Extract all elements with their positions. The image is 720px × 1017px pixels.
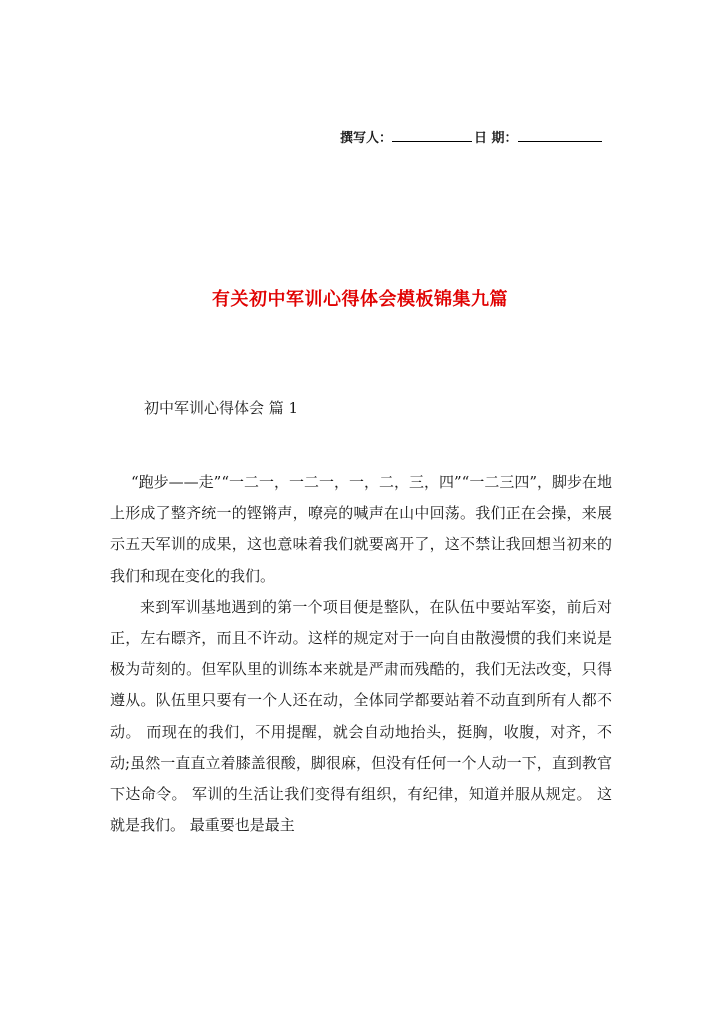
header-fields xyxy=(340,127,615,146)
author-label: 撰写人： xyxy=(340,131,393,146)
document-title: 有关初中军训心得体会模板锦集九篇 xyxy=(212,289,508,310)
section-heading: 初中军训心得体会 篇 1 xyxy=(144,399,299,417)
date-blank xyxy=(518,129,602,142)
date-label: 日 期： xyxy=(474,131,518,146)
author-blank xyxy=(392,129,472,142)
paragraph-2: 来到军训基地遇到的第一个项目便是整队，在队伍中要站军姿，前后对正，左右瞟齐，而且不许动。这样的规定对于一向自由散漫惯的我们来说是极为苛刻的。但军队里的训练本来就是严肃而残酷的，我们无法改变，只得遵从。队伍里只要有一个人还在动，全体同学都要站着不动直到所有人都不动。 而现在的我们，不用提醒，就会自动地抬头，挺胸，收腹，对齐，不动;虽然一直直立着膝盖很酸，脚很麻，但没有任何一个人动一下，直到教官下达命令。 军训的生活让我们变得有组织，有纪律，知道并服从规定。 这就是我们。 最重要也是最主 xyxy=(110,597,612,835)
body-text xyxy=(110,467,612,841)
paragraph-1: “跑步——走”“一二一，一二一，一，二，三，四”“一二三四”，脚步在地上形成了整齐统一的铿锵声，嘹亮的喊声在山中回荡。我们正在会操，来展示五天军训的成果，这也意味着我们就要离开了，这不禁让我回想当初来的我们和现在变化的我们。 xyxy=(110,473,613,585)
